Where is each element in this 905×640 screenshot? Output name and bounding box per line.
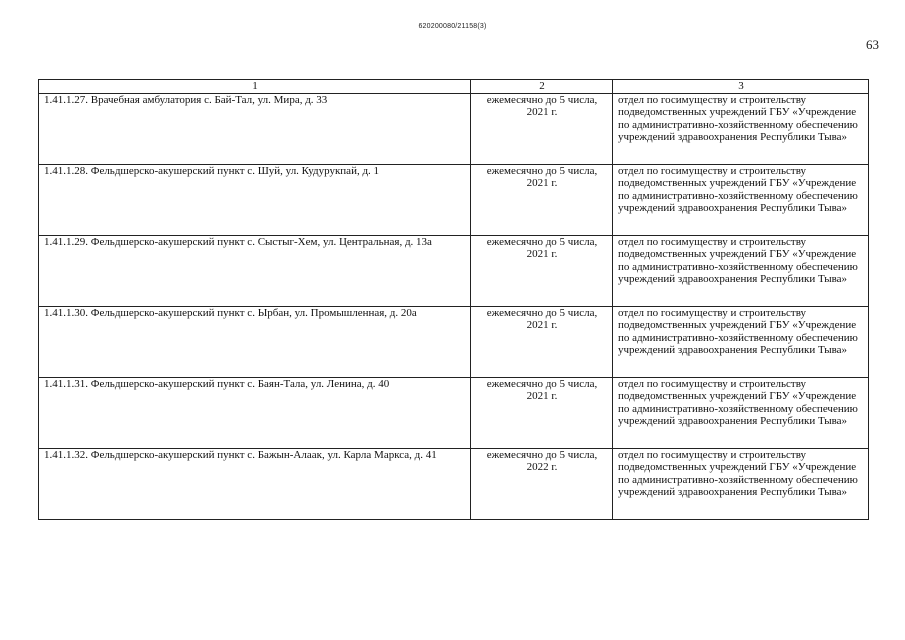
document-id: 620200080/21158(3): [418, 23, 487, 30]
deadline-cell: ежемесячно до 5 числа, 2021 г.: [471, 165, 613, 236]
table-row: [39, 165, 869, 236]
deadline-cell: ежемесячно до 5 числа, 2021 г.: [471, 94, 613, 165]
column-number-row: [39, 80, 869, 94]
deadline-cell: ежемесячно до 5 числа, 2021 г.: [471, 236, 613, 307]
responsible-cell: отдел по госимуществу и строительству подведомственных учреждений ГБУ «Учреждение по административно-хозяйственному обеспечению учреждений здравоохранения Республики Тыва»: [613, 449, 869, 520]
table-row: [39, 236, 869, 307]
schedule-table: [38, 79, 869, 520]
table-row: [39, 378, 869, 449]
column-header-2: 2: [471, 80, 613, 94]
deadline-cell: ежемесячно до 5 числа, 2021 г.: [471, 378, 613, 449]
table-row: [39, 94, 869, 165]
deadline-cell: ежемесячно до 5 числа, 2022 г.: [471, 449, 613, 520]
object-cell: 1.41.1.31. Фельдшерско-акушерский пункт с. Баян-Тала, ул. Ленина, д. 40: [39, 378, 471, 449]
responsible-cell: отдел по госимуществу и строительству подведомственных учреждений ГБУ «Учреждение по административно-хозяйственному обеспечению учреждений здравоохранения Республики Тыва»: [613, 165, 869, 236]
object-cell: 1.41.1.30. Фельдшерско-акушерский пункт с. Ырбан, ул. Промышленная, д. 20а: [39, 307, 471, 378]
responsible-cell: отдел по госимуществу и строительству подведомственных учреждений ГБУ «Учреждение по административно-хозяйственному обеспечению учреждений здравоохранения Республики Тыва»: [613, 94, 869, 165]
responsible-cell: отдел по госимуществу и строительству подведомственных учреждений ГБУ «Учреждение по административно-хозяйственному обеспечению учреждений здравоохранения Республики Тыва»: [613, 378, 869, 449]
object-cell: 1.41.1.29. Фельдшерско-акушерский пункт с. Сыстыг-Хем, ул. Центральная, д. 13а: [39, 236, 471, 307]
deadline-cell: ежемесячно до 5 числа, 2021 г.: [471, 307, 613, 378]
table-row: [39, 307, 869, 378]
responsible-cell: отдел по госимуществу и строительству подведомственных учреждений ГБУ «Учреждение по административно-хозяйственному обеспечению учреждений здравоохранения Республики Тыва»: [613, 236, 869, 307]
object-cell: 1.41.1.28. Фельдшерско-акушерский пункт с. Шуй, ул. Кудурукпай, д. 1: [39, 165, 471, 236]
table-row: [39, 449, 869, 520]
column-header-1: 1: [39, 80, 471, 94]
page-number: 63: [866, 37, 879, 52]
column-header-3: 3: [613, 80, 869, 94]
responsible-cell: отдел по госимуществу и строительству подведомственных учреждений ГБУ «Учреждение по административно-хозяйственному обеспечению учреждений здравоохранения Республики Тыва»: [613, 307, 869, 378]
object-cell: 1.41.1.27. Врачебная амбулатория с. Бай-Тал, ул. Мира, д. 33: [39, 94, 471, 165]
object-cell: 1.41.1.32. Фельдшерско-акушерский пункт с. Бажын-Алаак, ул. Карла Маркса, д. 41: [39, 449, 471, 520]
